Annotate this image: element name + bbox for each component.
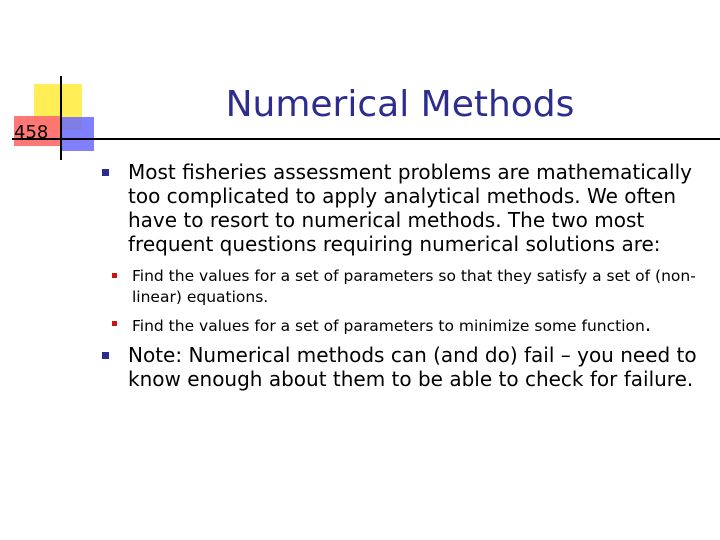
sub-bullet-list xyxy=(100,266,700,337)
sub-bullet-suffix: . xyxy=(644,312,652,336)
square-bullet-icon xyxy=(102,352,109,359)
bullet-item xyxy=(100,160,700,256)
bullet-text: Note: Numerical methods can (and do) fail – you need to know enough about them to be able to check for failure. xyxy=(128,343,697,391)
bullet-text: Most fisheries assessment problems are mathematically too complicated to apply analytical methods. We often have to resort to numerical methods. The two most frequent questions requiring numerical solutions are: xyxy=(128,160,693,256)
decor-blue-square xyxy=(62,117,94,151)
decor-vertical-line xyxy=(60,76,62,160)
slide-number: 458 xyxy=(14,122,49,143)
sub-bullet-item xyxy=(110,266,700,308)
slide-title: Numerical Methods xyxy=(225,84,575,125)
bullet-item xyxy=(100,343,700,391)
sub-bullet-text: Find the values for a set of parameters so that they satisfy a set of (non-linear) equations. xyxy=(132,267,696,306)
sub-bullet-item xyxy=(110,314,700,337)
title-underline xyxy=(12,138,720,140)
slide-content xyxy=(100,160,700,401)
sub-bullet-text: Find the values for a set of parameters to minimize some function xyxy=(132,317,645,335)
square-bullet-icon xyxy=(112,321,117,326)
square-bullet-icon xyxy=(102,169,109,176)
square-bullet-icon xyxy=(112,273,117,278)
